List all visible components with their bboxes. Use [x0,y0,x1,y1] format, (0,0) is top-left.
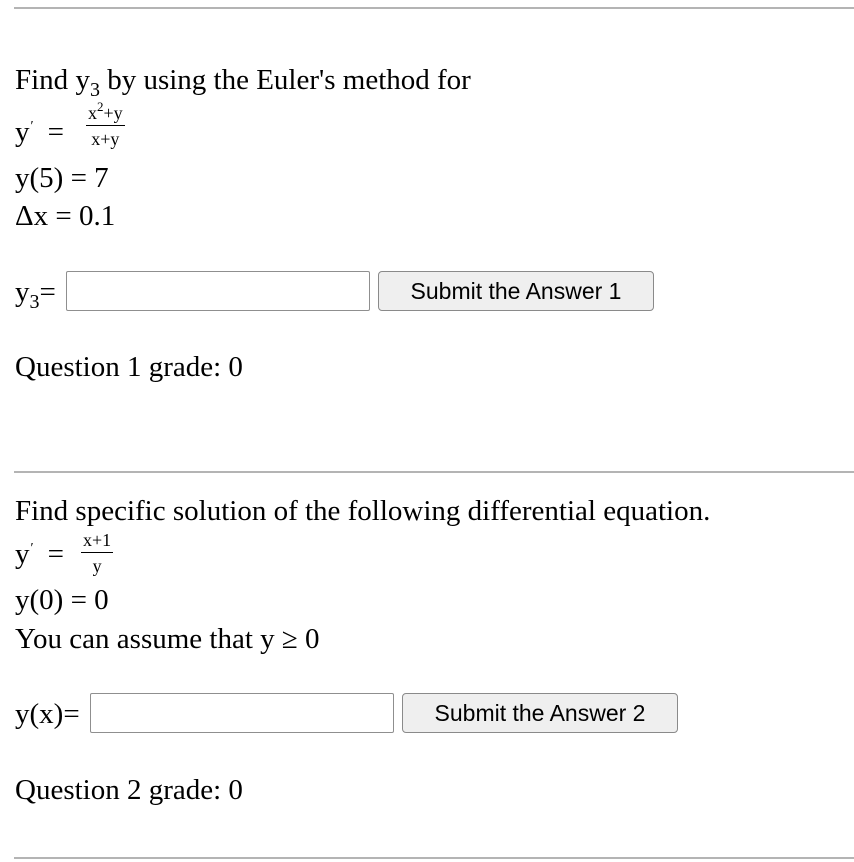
q2-prompt: Find specific solution of the following differential equation. [15,495,711,527]
q1-equation-lhs: y′ = [15,116,64,148]
q2-equation-fraction [81,531,113,575]
q2-equation-lhs: y′ = [15,538,64,570]
q1-target-variable: $y_3$ [75,64,100,101]
q1-initial-condition: y(5) = 7 [15,162,109,194]
q1-grade: Question 1 grade: 0 [15,351,243,383]
submit-answer-2-button[interactable]: Submit the Answer 2 [402,693,678,733]
q1-fraction-denominator: x+y [91,129,120,149]
q1-prompt: Find $y_3$ by using the Euler's method for [15,64,471,101]
submit-answer-1-button[interactable]: Submit the Answer 1 [378,271,654,311]
q2-assumption: You can assume that y ≥ 0 [15,623,320,655]
top-divider [14,7,854,9]
middle-divider [14,471,854,473]
q1-fraction-numerator: $x^2+y$ [88,99,123,123]
q1-answer-input[interactable] [66,271,370,311]
q1-step-size: Δx = 0.1 [15,200,116,232]
bottom-divider [14,857,854,859]
q2-initial-condition: y(0) = 0 [15,584,109,616]
q2-answer-input[interactable] [90,693,394,733]
q1-answer-label: $y_3=$ [15,276,56,313]
q2-fraction-numerator: x+1 [83,530,112,550]
q2-grade: Question 2 grade: 0 [15,774,243,806]
q2-fraction-denominator: y [92,556,102,576]
q2-answer-label: y(x)= [15,698,80,730]
q1-equation-fraction [86,99,125,149]
